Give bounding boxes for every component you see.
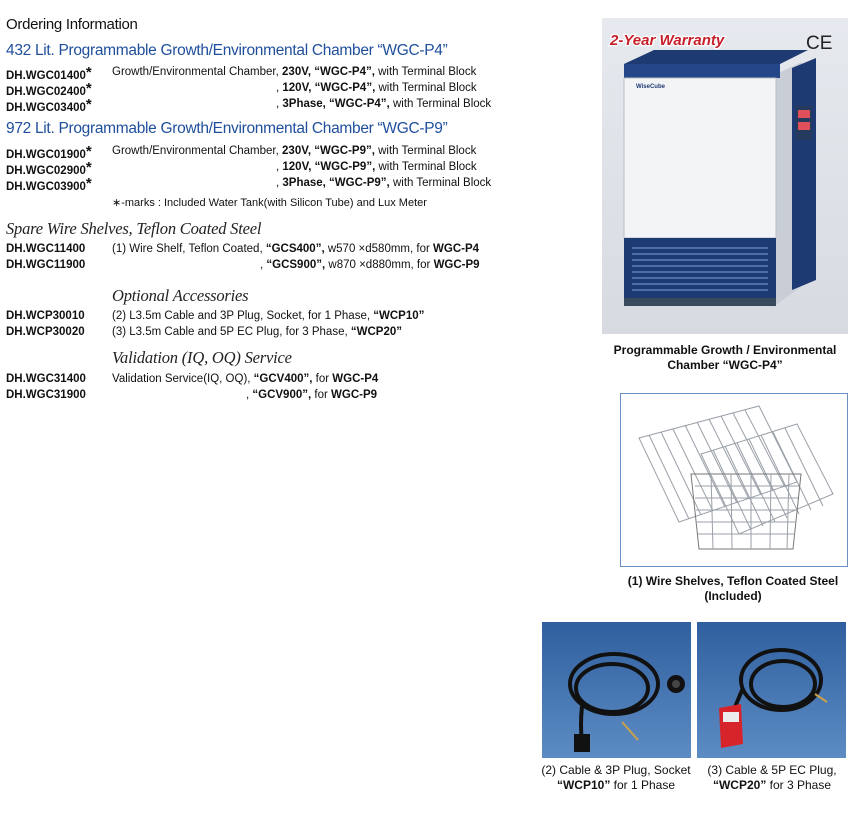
cable-3p-illustration <box>542 622 691 758</box>
ce-mark: CE <box>806 33 833 54</box>
order-description: , 120V, “WGC-P9”, with Terminal Block <box>276 161 477 173</box>
order-description: (2) L3.5m Cable and 3P Plug, Socket, for 1 Phase, “WCP10” <box>112 310 425 322</box>
order-description: , 3Phase, “WGC-P4”, with Terminal Block <box>276 98 492 110</box>
page-title: Ordering Information <box>6 16 138 33</box>
cable-5p-illustration <box>697 622 846 758</box>
chamber-illustration <box>602 18 848 334</box>
order-description: Growth/Environmental Chamber, 230V, “WGC-P9”, with Terminal Block <box>112 145 477 157</box>
order-description: (1) Wire Shelf, Teflon Coated, “GCS400”, w570 ×d580mm, for WGC-P4 <box>112 243 480 255</box>
order-code: DH.WGC31900 <box>6 389 86 401</box>
order-code: DH.WGC01900* <box>6 143 92 161</box>
wire-shelves-photo <box>620 393 848 567</box>
order-code: DH.WGC11400 <box>6 243 86 255</box>
order-code: DH.WGC02900* <box>6 159 92 177</box>
order-description: , “GCV900”, for WGC-P9 <box>246 389 378 401</box>
order-description: , 3Phase, “WGC-P9”, with Terminal Block <box>276 177 492 189</box>
section-heading-p4: 432 Lit. Programmable Growth/Environmental Chamber “WGC-P4” <box>6 42 448 59</box>
section-heading-validation: Validation (IQ, OQ) Service <box>112 348 292 367</box>
wire-shelves-caption-line1: (1) Wire Shelves, Teflon Coated Steel <box>627 574 839 588</box>
order-code: DH.WGC11900 <box>6 259 86 271</box>
order-description: , 120V, “WGC-P4”, with Terminal Block <box>276 82 477 94</box>
order-code: DH.WGC03900* <box>6 175 92 193</box>
order-code: DH.WCP30020 <box>6 326 85 338</box>
order-description: (3) L3.5m Cable and 5P EC Plug, for 3 Phase, “WCP20” <box>112 326 402 338</box>
brand-logo: WiseCube <box>636 84 665 90</box>
cable-5p-photo <box>697 622 846 758</box>
chamber-caption-line2: Chamber “WGC-P4” <box>667 358 783 372</box>
star-note: ∗-marks : Included Water Tank(with Silicon Tube) and Lux Meter <box>112 197 427 209</box>
section-heading-accessories: Optional Accessories <box>112 286 249 305</box>
chamber-caption <box>596 343 850 373</box>
order-code: DH.WGC03400* <box>6 96 92 114</box>
cable-5p-caption-line2: “WCP20” for 3 Phase <box>712 778 832 792</box>
order-code: DH.WCP30010 <box>6 310 85 322</box>
warranty-text: 2-Year Warranty <box>610 32 725 49</box>
order-description: Validation Service(IQ, OQ), “GCV400”, for WGC-P4 <box>112 373 379 385</box>
chamber-photo <box>602 18 848 334</box>
order-code: DH.WGC02400* <box>6 80 92 98</box>
cable-5p-caption <box>692 763 850 793</box>
chamber-caption-line1: Programmable Growth / Environmental <box>613 343 837 357</box>
cable-3p-caption-line1: (2) Cable & 3P Plug, Socket <box>541 763 691 777</box>
order-description: , “GCS900”, w870 ×d880mm, for WGC-P9 <box>260 259 480 271</box>
wire-shelves-caption-line2: (Included) <box>704 589 762 603</box>
cable-5p-caption-line1: (3) Cable & 5P EC Plug, <box>707 763 837 777</box>
order-code: DH.WGC01400* <box>6 64 92 82</box>
cable-3p-photo <box>542 622 691 758</box>
cable-3p-caption <box>528 763 704 793</box>
section-heading-shelves: Spare Wire Shelves, Teflon Coated Steel <box>6 219 262 238</box>
order-code: DH.WGC31400 <box>6 373 86 385</box>
order-description: Growth/Environmental Chamber, 230V, “WGC-P4”, with Terminal Block <box>112 66 477 78</box>
wire-shelves-caption <box>600 574 850 604</box>
cable-3p-caption-line2: “WCP10” for 1 Phase <box>556 778 676 792</box>
section-heading-p9: 972 Lit. Programmable Growth/Environmental Chamber “WGC-P9” <box>6 120 448 137</box>
wire-shelf-illustration <box>621 394 847 566</box>
